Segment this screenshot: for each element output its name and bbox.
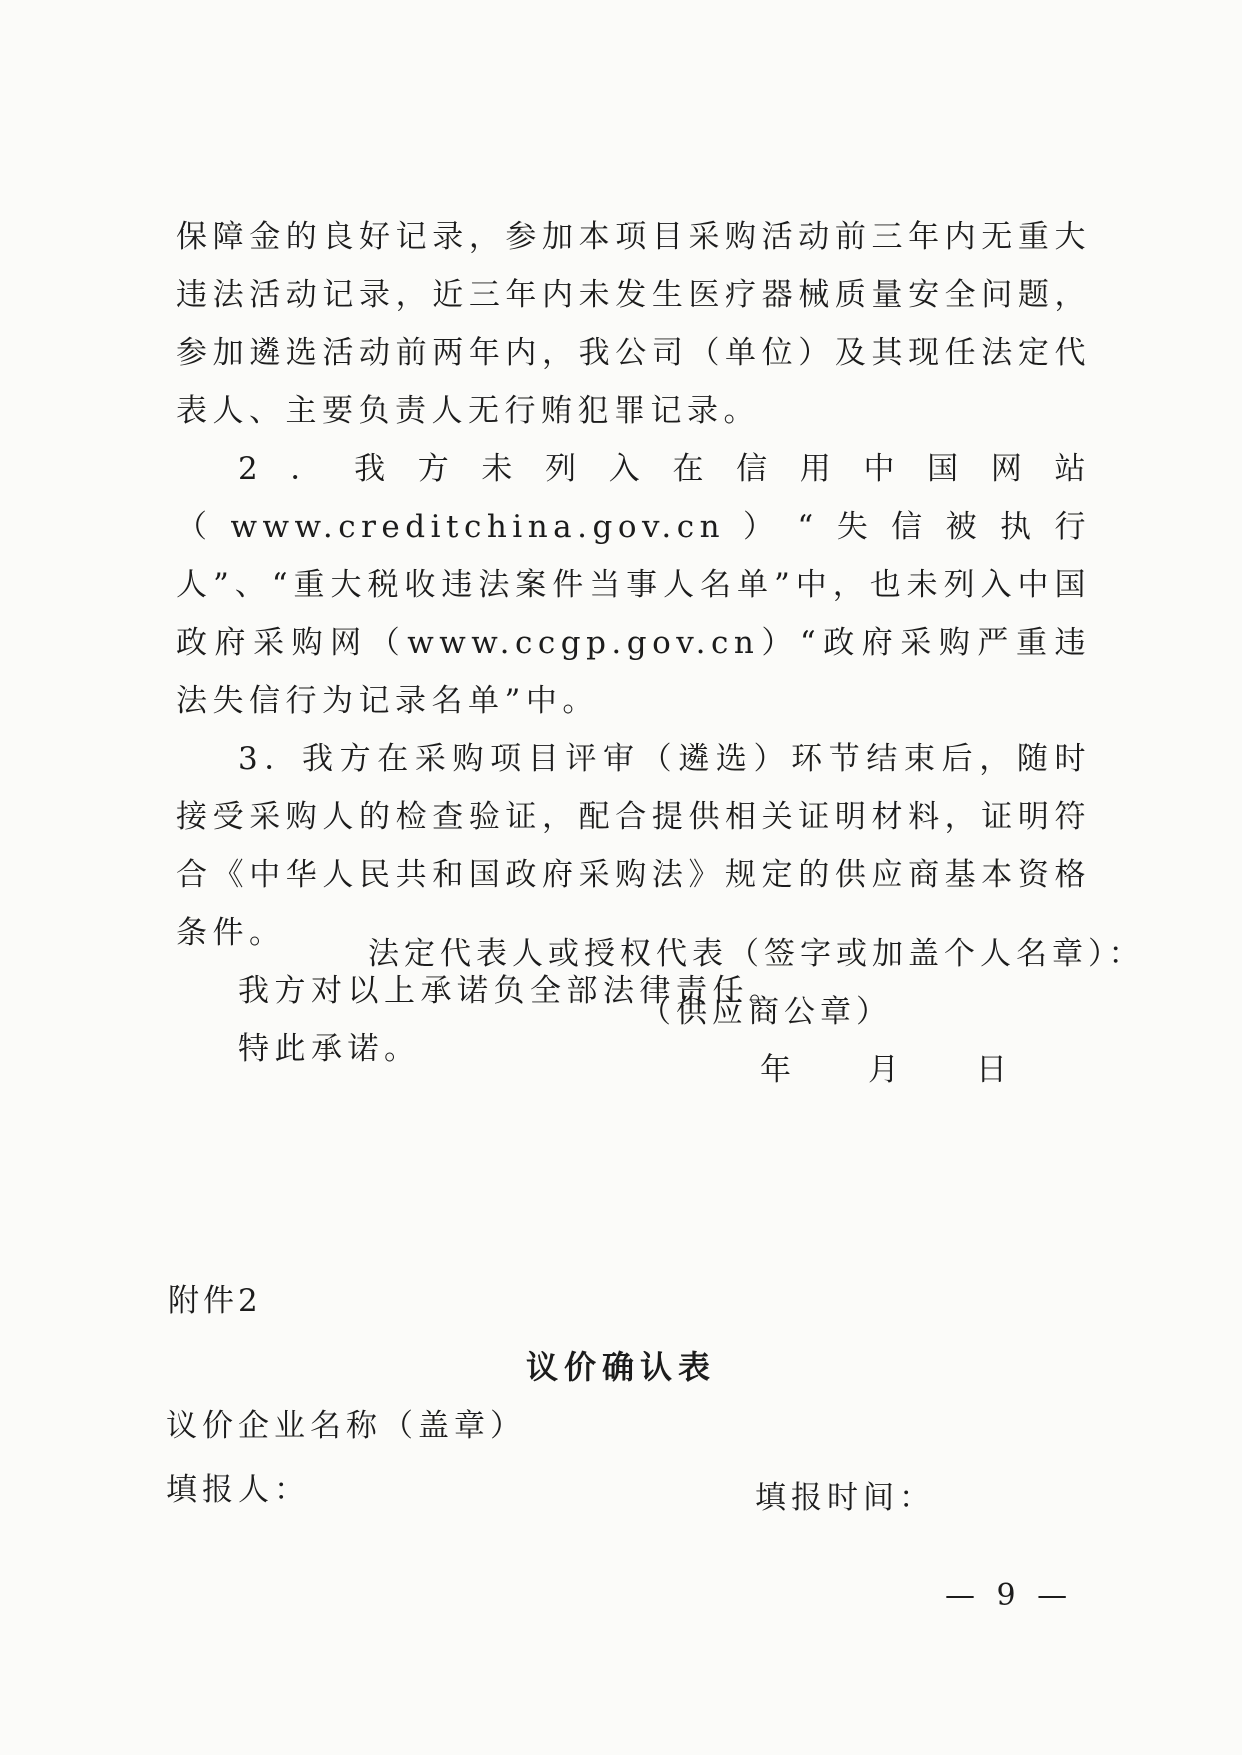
page-number: — 9 — [945,1578,1074,1613]
paragraph-pledge: 特此承诺。 [238,1031,421,1067]
paragraph-item-3: 3．我方在采购项目评审（遴选）环节结束后，随时接受采购人的检查验证，配合提供相关证明材料，证明符合《中华人民共和国政府采购法》规定的供应商基本资格条件。 [176,741,1091,951]
fill-time-field: 填报时间： [755,1480,935,1516]
signature-date: 年 月 日 [760,1052,1012,1088]
filler-field: 填报人： [166,1472,310,1508]
paragraph-item-2: 2．我方未列入在信用中国网站（www.creditchina.gov.cn）“失信被执行人”、“重大税收违法案件当事人名单”中，也未列入中国政府采购网（www.ccgp.gov.cn）“政府采购严重违法失信行为记录名单”中。 [176,451,1091,719]
signature-seal: （供应商公章） [640,994,892,1030]
paragraph-liability: 我方对以上承诺负全部法律责任。 [238,973,786,1009]
paragraph-continuation: 保障金的良好记录，参加本项目采购活动前三年内无重大违法活动记录，近三年内未发生医疗器械质量安全问题，参加遴选活动前两年内，我公司（单位）及其现任法定代表人、主要负责人无行贿犯罪记录。 [176,219,1091,429]
annex-label: 附件2 [168,1283,262,1319]
signature-representative: 法定代表人或授权代表（签字或加盖个人名章）： [368,936,1145,972]
company-name-field: 议价企业名称（盖章） [166,1408,526,1444]
form-title: 议价确认表 [525,1348,716,1386]
